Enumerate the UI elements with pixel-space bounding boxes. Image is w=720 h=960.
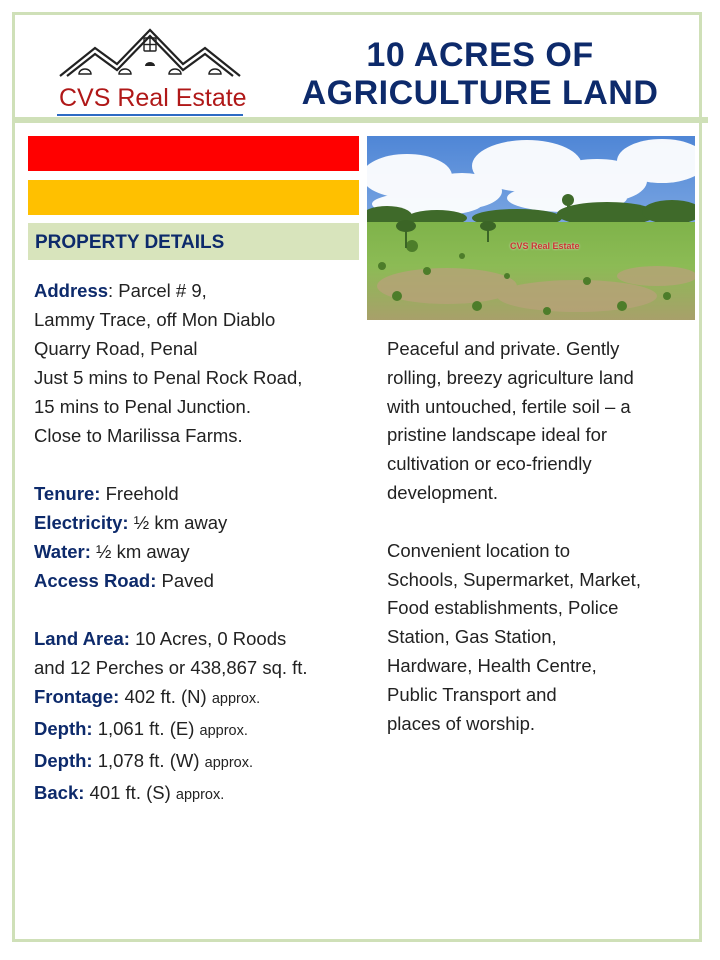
photo-watermark: CVS Real Estate <box>510 241 580 251</box>
description-line: cultivation or eco-friendly <box>387 453 592 475</box>
title-line-2: AGRICULTURE LAND <box>301 74 659 112</box>
land-photo <box>367 136 695 320</box>
description-line: with untouched, fertile soil – a <box>387 395 631 417</box>
location-line: Schools, Supermarket, Market, <box>387 568 641 590</box>
location-line: places of worship. <box>387 712 536 734</box>
depth-east-row: Depth: 1,061 ft. (E) approx. <box>34 718 248 739</box>
description-line: pristine landscape ideal for <box>387 424 608 446</box>
header-divider <box>12 117 708 123</box>
address-line-1: Address: Parcel # 9, <box>34 280 207 301</box>
location-line: Convenient location to <box>387 539 571 561</box>
logo-underline <box>57 114 243 116</box>
house-roof-logo-icon <box>55 22 245 92</box>
frontage-row: Frontage: 402 ft. (N) approx. <box>34 686 261 707</box>
address-line-3: Quarry Road, Penal <box>34 338 198 359</box>
yellow-banner-bar <box>28 180 359 215</box>
description-line: rolling, breezy agriculture land <box>387 366 634 388</box>
location-line: Public Transport and <box>387 683 557 705</box>
address-line-5: 15 mins to Penal Junction. <box>34 396 251 417</box>
land-area-row-2: and 12 Perches or 438,867 sq. ft. <box>34 657 308 678</box>
location-line: Food establishments, Police <box>387 597 619 619</box>
electricity-row: Electricity: ½ km away <box>34 512 228 533</box>
land-area-row: Land Area: 10 Acres, 0 Roods <box>34 628 287 649</box>
property-description <box>387 335 697 738</box>
address-label: Address <box>34 280 109 301</box>
property-details-heading: PROPERTY DETAILS <box>28 223 359 260</box>
location-line: Hardware, Health Centre, <box>387 654 597 676</box>
logo-text: CVS Real Estate <box>59 84 247 112</box>
water-row: Water: ½ km away <box>34 541 190 562</box>
tenure-row: Tenure: Freehold <box>34 483 179 504</box>
location-line: Station, Gas Station, <box>387 626 557 648</box>
description-line: Peaceful and private. Gently <box>387 338 620 359</box>
depth-west-row: Depth: 1,078 ft. (W) approx. <box>34 750 254 771</box>
landscape-photo-icon <box>367 136 695 320</box>
address-line-2: Lammy Trace, off Mon Diablo <box>34 309 276 330</box>
title-line-1: 10 ACRES OF <box>366 36 594 74</box>
access-road-row: Access Road: Paved <box>34 570 214 591</box>
address-line-6: Close to Marilissa Farms. <box>34 425 243 446</box>
red-banner-bar <box>28 136 359 171</box>
description-line: development. <box>387 481 499 503</box>
back-row: Back: 401 ft. (S) approx. <box>34 782 225 803</box>
address-line-4: Just 5 mins to Penal Rock Road, <box>34 367 303 388</box>
property-details <box>34 276 369 810</box>
page-title <box>265 36 695 112</box>
logo <box>55 22 245 117</box>
